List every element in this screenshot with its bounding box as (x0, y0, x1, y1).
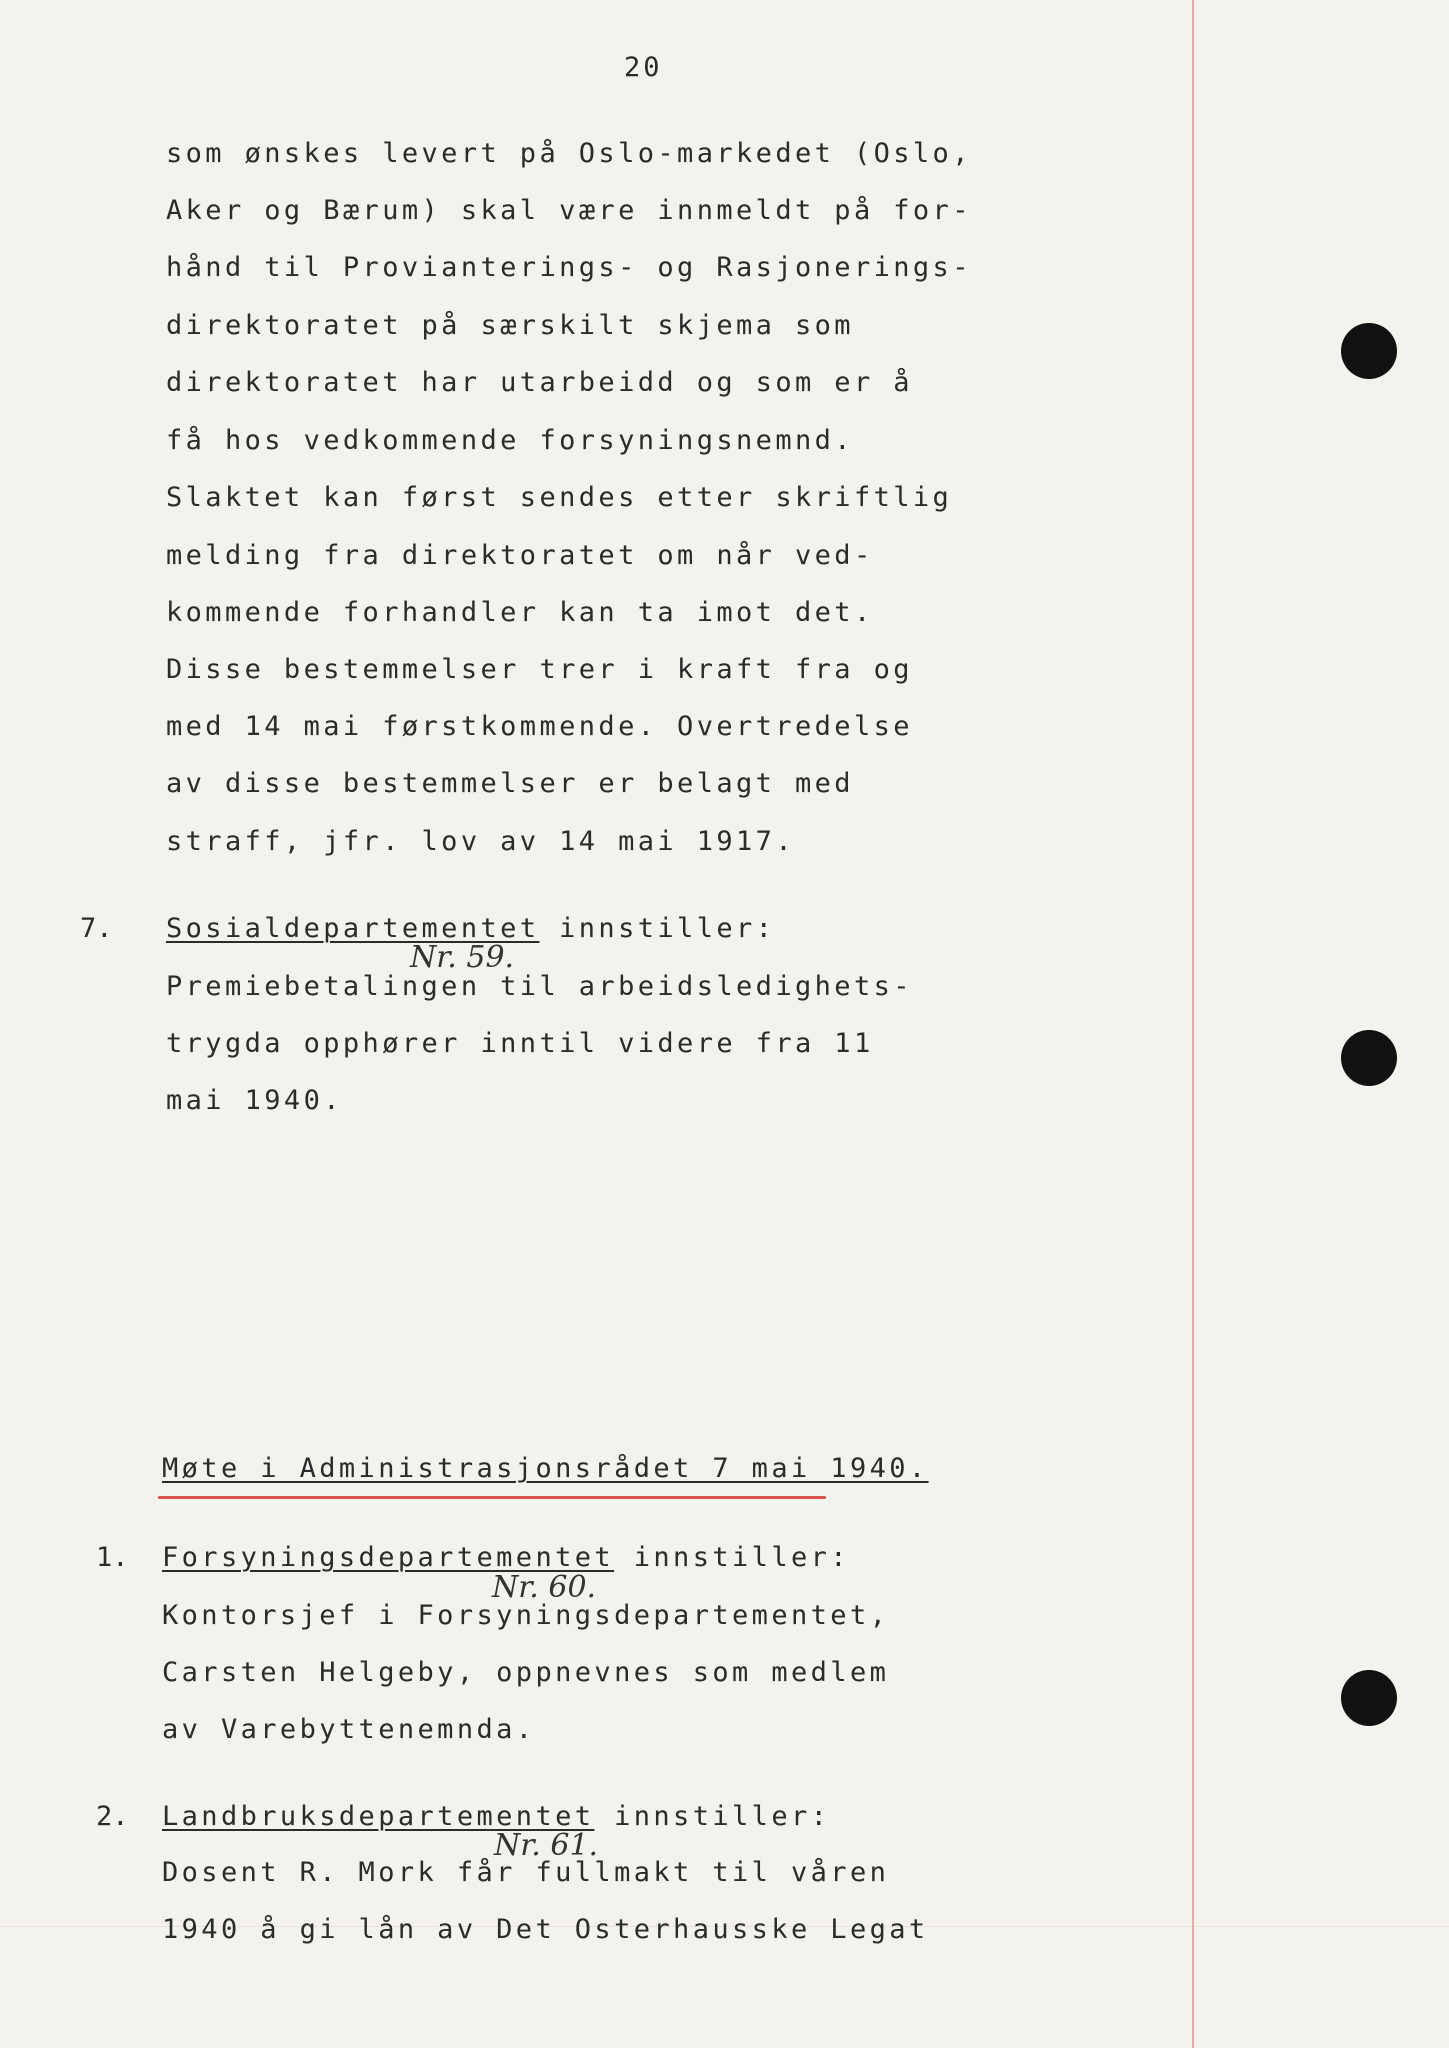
text-line: kommende forhandler kan ta imot det. (166, 597, 874, 628)
text-line: Aker og Bærum) skal være innmeldt på for- (166, 195, 972, 226)
text-line: 1940 å gi lån av Det Osterhausske Legat (162, 1914, 929, 1945)
text-line: Premiebetalingen til arbeidsledighets- (166, 971, 913, 1002)
page-number: 20 (624, 52, 663, 83)
text-line: Carsten Helgeby, oppnevnes som medlem (162, 1657, 890, 1688)
meeting-heading-text: Møte i Administrasjonsrådet 7 mai 1940. (162, 1453, 929, 1484)
heading-suffix: innstiller: (614, 1542, 850, 1573)
heading-suffix: innstiller: (594, 1801, 831, 1832)
red-underline (158, 1496, 826, 1499)
department-name: Forsyningsdepartementet (162, 1542, 615, 1573)
text-line: av Varebyttenemnda. (162, 1714, 536, 1745)
text-line: Slaktet kan først sendes etter skriftlig (166, 482, 953, 513)
text-line: Dosent R. Mork får fullmakt til våren (162, 1857, 890, 1888)
punch-hole (1341, 1030, 1397, 1086)
text-line: direktoratet har utarbeidd og som er å (166, 367, 913, 398)
text-line: Kontorsjef i Forsyningsdepartementet, (162, 1600, 890, 1631)
handwritten-annotation: Nr. 60. (492, 1570, 597, 1605)
text-line: mai 1940. (166, 1085, 343, 1116)
text-line: som ønskes levert på Oslo-markedet (Oslo, (166, 138, 972, 169)
punch-hole (1341, 323, 1397, 379)
department-name: Landbruksdepartementet (162, 1801, 595, 1832)
text-line: med 14 mai førstkommende. Overtredelse (166, 711, 913, 742)
text-line: få hos vedkommende forsyningsnemnd. (166, 425, 854, 456)
punch-hole (1341, 1670, 1397, 1726)
text-line: hånd til Provianterings- og Rasjonerings- (166, 252, 972, 283)
heading-suffix: innstiller: (539, 913, 776, 944)
handwritten-annotation: Nr. 59. (410, 940, 515, 975)
item-number: 2. (96, 1801, 129, 1832)
text-line: trygda opphører inntil videre fra 11 (166, 1028, 874, 1059)
item-number: 7. (80, 913, 113, 944)
text-line: av disse bestemmelser er belagt med (166, 768, 854, 799)
text-line: direktoratet på særskilt skjema som (166, 310, 854, 341)
meeting-heading (162, 1453, 929, 1485)
text-line: melding fra direktoratet om når ved- (166, 540, 874, 571)
item-number: 1. (96, 1542, 129, 1573)
text-line: straff, jfr. lov av 14 mai 1917. (166, 826, 795, 857)
margin-rule (1192, 0, 1194, 2048)
handwritten-annotation: Nr. 61. (494, 1828, 599, 1863)
text-line: Disse bestemmelser trer i kraft fra og (166, 654, 913, 685)
department-name: Sosialdepartementet (166, 913, 540, 944)
